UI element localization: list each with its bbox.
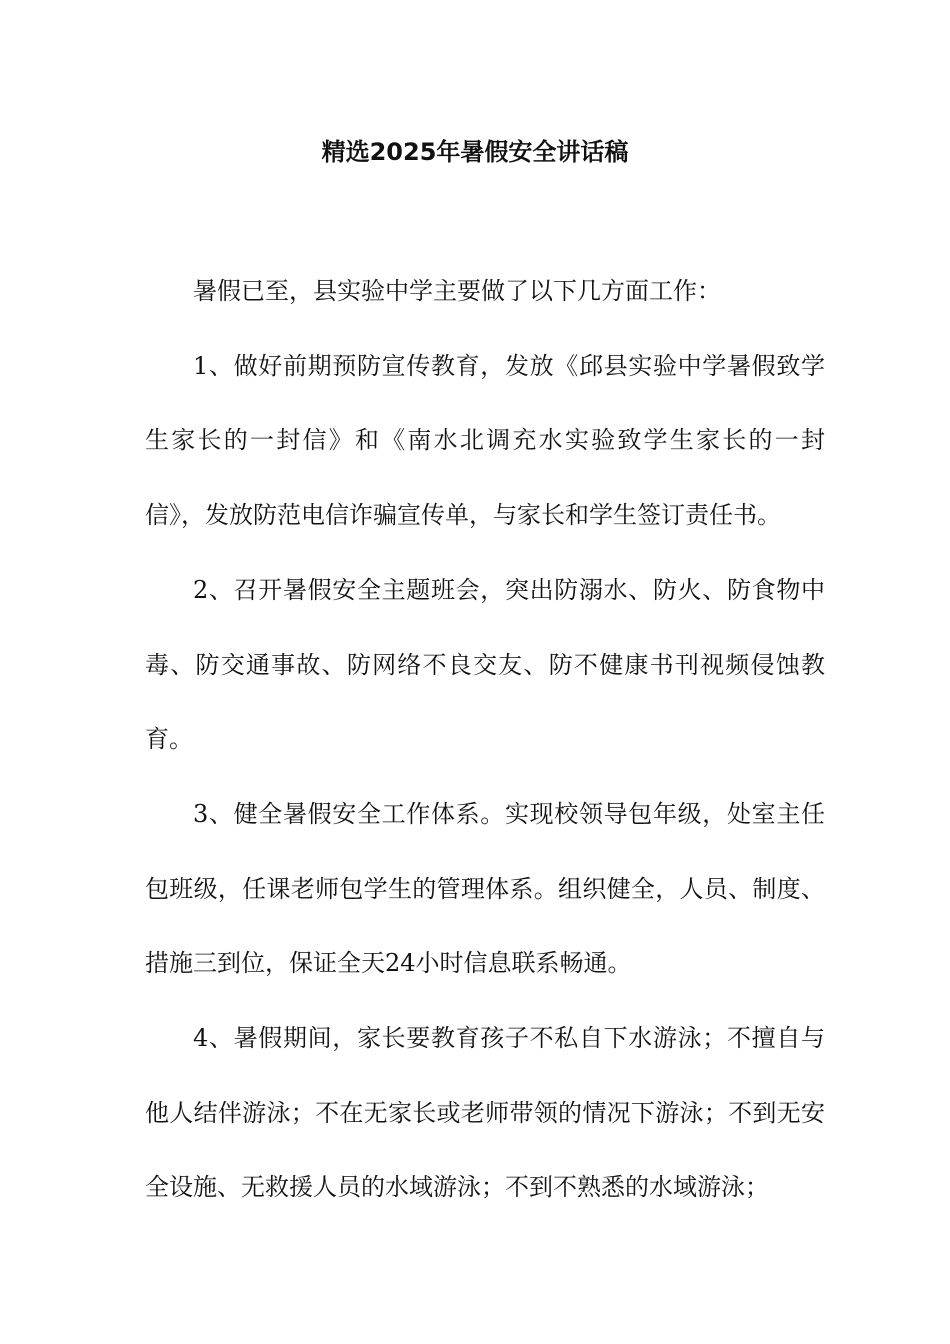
document-body: [145, 254, 825, 1225]
paragraph-item-2: 2、召开暑假安全主题班会，突出防溺水、防火、防食物中毒、防交通事故、防网络不良交友、防不健康书刊视频侵蚀教育。: [145, 575, 825, 754]
paragraph-intro: 暑假已至，县实验中学主要做了以下几方面工作：: [193, 277, 721, 305]
paragraph-item-1: 1、做好前期预防宣传教育，发放《邱县实验中学暑假致学生家长的一封信》和《南水北调充水实验致学生家长的一封信》，发放防范电信诈骗宣传单，与家长和学生签订责任书。: [145, 351, 825, 530]
document-title: 精选2025年暑假安全讲话稿: [321, 138, 629, 166]
paragraph-item-4: 4、暑假期间，家长要教育孩子不私自下水游泳；不擅自与他人结伴游泳；不在无家长或老师带领的情况下游泳；不到无安全设施、无救援人员的水域游泳；不到不熟悉的水域游泳；: [145, 1024, 825, 1202]
paragraph-item-3: 3、健全暑假安全工作体系。实现校领导包年级，处室主任包班级，任课老师包学生的管理体系。组织健全，人员、制度、措施三到位，保证全天24小时信息联系畅通。: [145, 799, 825, 978]
